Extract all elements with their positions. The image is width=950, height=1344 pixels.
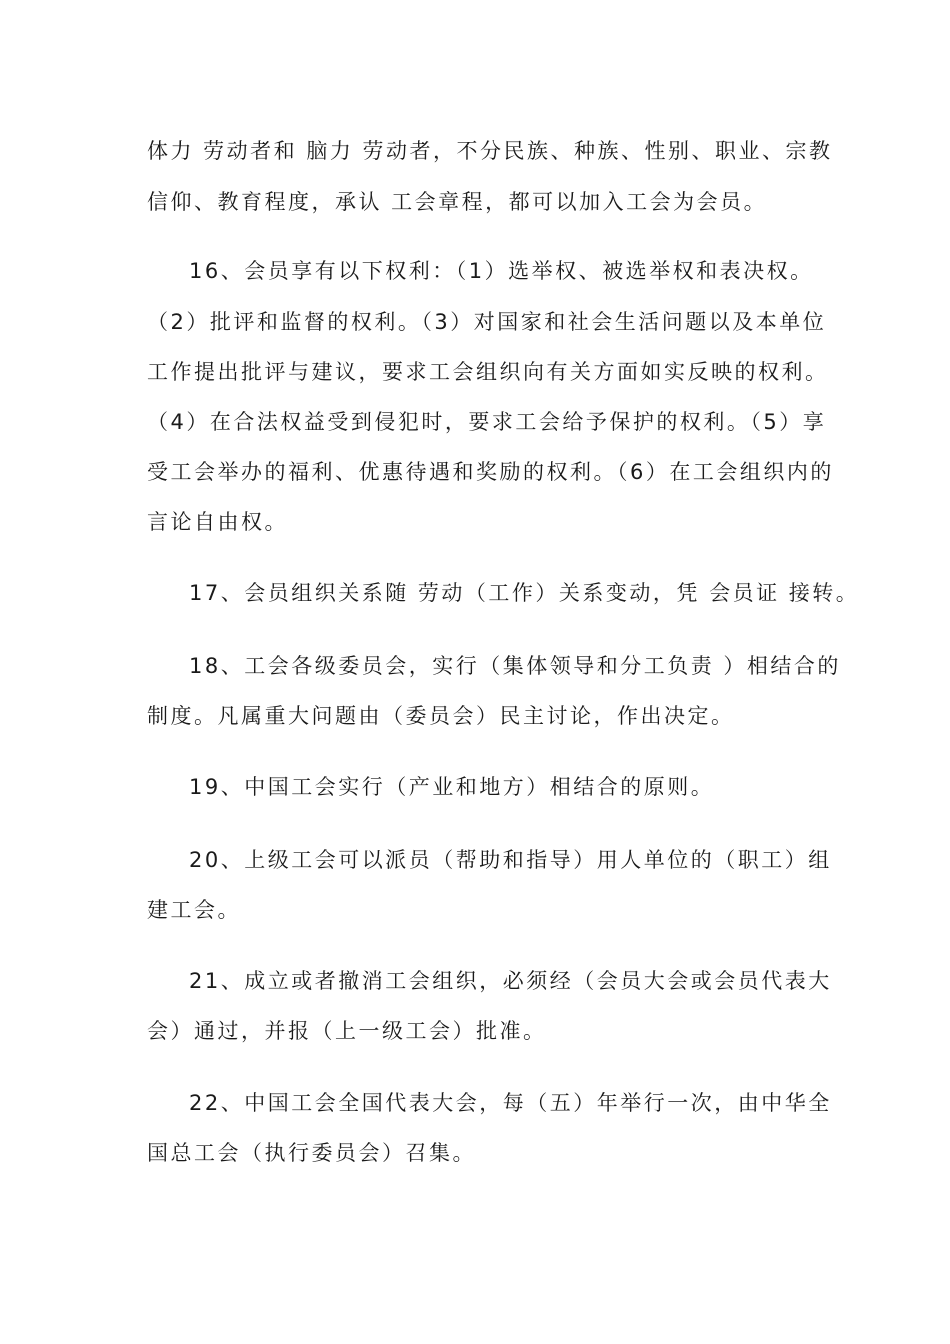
text-line: 信仰、教育程度，承认 工会章程，都可以加入工会为会员。 [147, 190, 768, 214]
text-line: 17、会员组织关系随 劳动（工作）关系变动，凭 会员证 接转。 [189, 581, 860, 605]
text-line: 言论自由权。 [147, 510, 288, 534]
text-line: （2）批评和监督的权利。（3）对国家和社会生活问题以及本单位 [147, 310, 827, 334]
text-line: 16、会员享有以下权利：（1）选举权、被选举权和表决权。 [189, 259, 814, 283]
text-line: 20、上级工会可以派员（帮助和指导）用人单位的（职工）组 [189, 848, 832, 872]
text-line: 制度。凡属重大问题由（委员会）民主讨论，作出决定。 [147, 704, 735, 728]
text-line: 会）通过，并报（上一级工会）批准。 [147, 1019, 547, 1043]
text-line: 国总工会（执行委员会）召集。 [147, 1141, 476, 1165]
text-line: 19、中国工会实行（产业和地方）相结合的原则。 [189, 775, 715, 799]
text-line: 体力 劳动者和 脑力 劳动者，不分民族、种族、性别、职业、宗教 [147, 139, 833, 163]
text-line: 工作提出批评与建议，要求工会组织向有关方面如实反映的权利。 [147, 360, 829, 384]
text-line: 建工会。 [147, 898, 241, 922]
text-line: 18、工会各级委员会，实行（集体领导和分工负责 ）相结合的 [189, 654, 841, 678]
text-line: 受工会举办的福利、优惠待遇和奖励的权利。（6）在工会组织内的 [147, 460, 834, 484]
text-line: 22、中国工会全国代表大会，每（五）年举行一次，由中华全 [189, 1091, 832, 1115]
text-line: （4）在合法权益受到侵犯时，要求工会给予保护的权利。（5）享 [147, 410, 827, 434]
text-line: 21、成立或者撤消工会组织，必须经（会员大会或会员代表大 [189, 969, 832, 993]
